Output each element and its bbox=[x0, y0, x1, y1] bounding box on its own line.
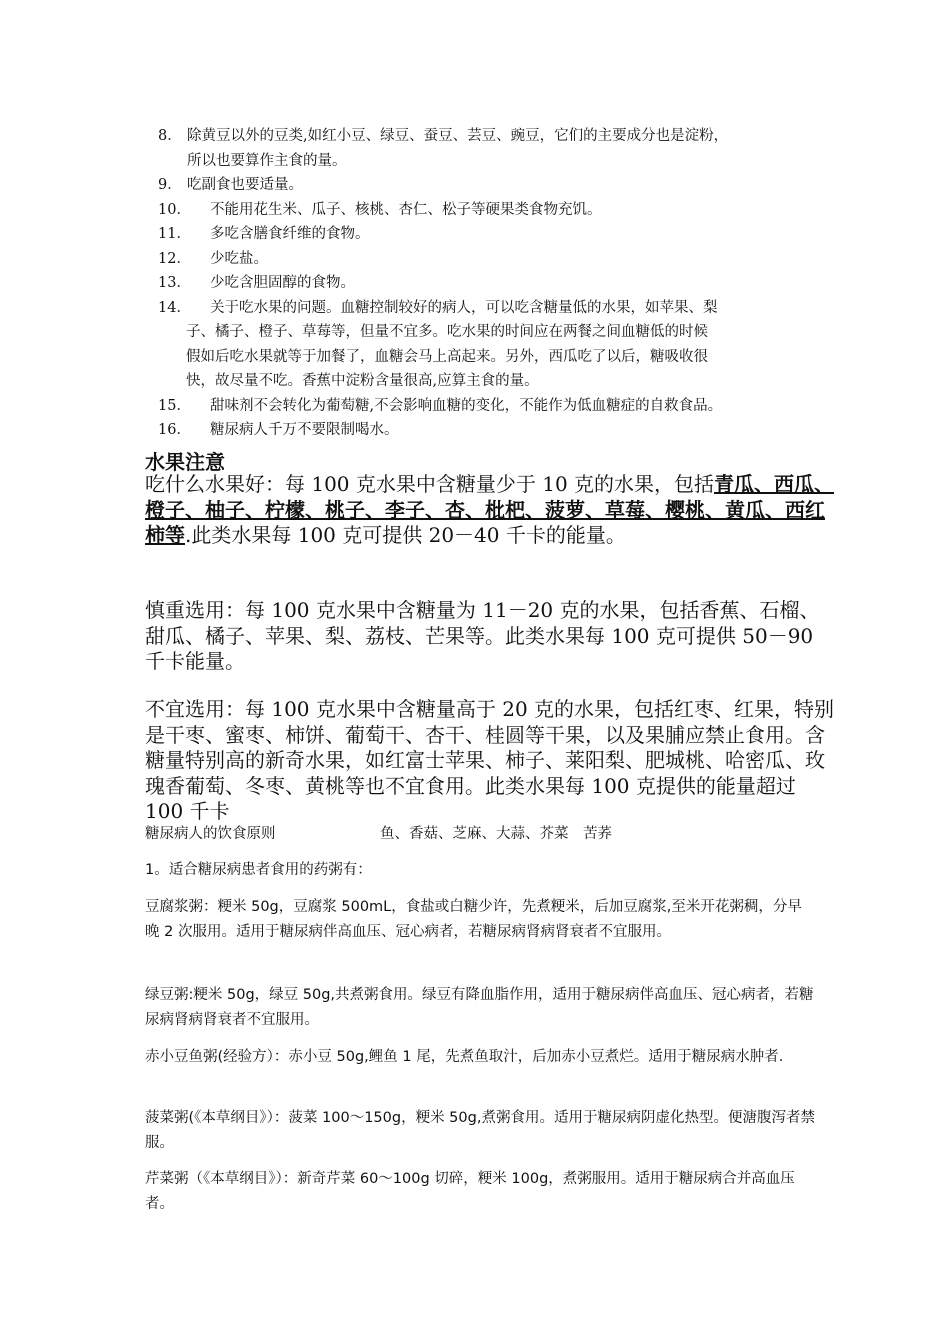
diet-principle-foods: 鱼、香菇、芝麻、大蒜、芥菜 苦荞 bbox=[380, 826, 612, 842]
list-text: 糖尿病人千万不要限制喝水。 bbox=[210, 422, 399, 438]
fruit-good-paragraph bbox=[145, 472, 835, 549]
list-item bbox=[158, 124, 818, 173]
list-text-continuation: 假如后吃水果就等于加餐了，血糖会马上高起来。另外，西瓜吃了以后，糖吸收很 bbox=[186, 348, 708, 365]
fruit-careful-paragraph: 慎重选用：每 100 克水果中含糖量为 11－20 克的水果，包括香蕉、石榴、甜瓜、橘子、苹果、梨、荔枝、芒果等。此类水果每 100 克可提供 50－90 千卡能量。 bbox=[145, 598, 820, 673]
fruit-good-prefix: 吃什么水果好：每 100 克水果中含糖量少于 10 克的水果，包括 bbox=[145, 472, 715, 496]
list-text-continuation: 快，故尽量不吃。香蕉中淀粉含量很高,应算主食的量。 bbox=[186, 373, 539, 389]
list-item bbox=[158, 173, 818, 198]
list-number: 12． bbox=[158, 250, 191, 267]
list-item bbox=[158, 418, 818, 443]
list-text-continuation: 所以也要算作主食的量。 bbox=[187, 152, 347, 169]
porridge-item: 绿豆粥:粳米 50g，绿豆 50g,共煮粥食用。绿豆有降血脂作用，适用于糖尿病伴高血压、冠心病者，若糖尿病肾病肾衰者不宜服用。 bbox=[145, 987, 814, 1028]
porridge-item: 菠菜粥(《本草纲目》）：菠菜 100～150g，粳米 50g,煮粥食用。适用于糖尿病阴虚化热型。便溏腹泻者禁服。 bbox=[145, 1110, 815, 1151]
list-text: 少吃含胆固醇的食物。 bbox=[210, 275, 355, 291]
diet-principle-heading: 糖尿病人的饮食原则 bbox=[145, 826, 276, 842]
list-number: 15． bbox=[158, 397, 191, 414]
fruit-section-title: 水果注意 bbox=[145, 450, 225, 474]
list-text: 除黄豆以外的豆类,如红小豆、绿豆、蚕豆、芸豆、豌豆，它们的主要成分也是淀粉， bbox=[187, 128, 729, 144]
list-number: 9． bbox=[158, 177, 182, 193]
list-text-continuation: 子、橘子、橙子、草莓等，但量不宜多。吃水果的时间应在两餐之间血糖低的时候 bbox=[186, 324, 708, 340]
list-text: 少吃盐。 bbox=[210, 250, 268, 267]
diet-principle-line bbox=[145, 822, 825, 846]
list-number: 16． bbox=[158, 422, 191, 438]
list-number: 14． bbox=[158, 299, 191, 316]
list-item bbox=[158, 222, 818, 247]
list-number: 10． bbox=[158, 201, 191, 218]
porridge-item: 豆腐浆粥：粳米 50g，豆腐浆 500mL，食盐或白糖少许，先煮粳米，后加豆腐浆,至米开花粥稠，分早晚 2 次服用。适用于糖尿病伴高血压、冠心病者，若糖尿病肾病肾衰者不宜服用。 bbox=[145, 899, 802, 940]
list-text: 不能用花生米、瓜子、核桃、杏仁、松子等硬果类食物充饥。 bbox=[210, 201, 602, 218]
list-number: 13． bbox=[158, 275, 191, 291]
list-item bbox=[158, 271, 818, 296]
list-item bbox=[158, 198, 818, 223]
list-text: 吃副食也要适量。 bbox=[187, 177, 303, 193]
list-number: 8． bbox=[158, 128, 182, 144]
list-text: 多吃含膳食纤维的食物。 bbox=[210, 226, 370, 242]
porridge-intro: 1。适合糖尿病患者食用的药粥有： bbox=[145, 862, 372, 878]
list-item bbox=[158, 394, 818, 419]
fruit-good-suffix: .此类水果每 100 克可提供 20－40 千卡的能量。 bbox=[185, 523, 626, 547]
fruit-avoid-paragraph: 不宜选用：每 100 克水果中含糖量高于 20 克的水果，包括红枣、红果，特别是干枣、蜜枣、柿饼、葡萄干、杏干、桂圆等干果，以及果脯应禁止食用。含糖量特别高的新奇水果，如红富士苹果、柿子、莱阳梨、肥城桃、哈密瓜、玫瑰香葡萄、冬枣、黄桃等也不宜食用。此类水果每 100 克提供的能量超过 100 千卡 bbox=[145, 697, 835, 823]
numbered-list bbox=[158, 124, 818, 443]
list-item bbox=[158, 296, 818, 394]
list-text: 关于吃水果的问题。血糖控制较好的病人，可以吃含糖量低的水果，如苹果、梨 bbox=[210, 299, 718, 316]
list-number: 11． bbox=[158, 226, 191, 242]
fruit-good-list: 青瓜、西瓜、橙子、柚子、柠檬、桃子、李子、杏、枇杷、菠萝、草莓、樱桃、黄瓜、西红柿等 bbox=[145, 472, 835, 547]
list-item bbox=[158, 247, 818, 272]
list-text: 甜味剂不会转化为葡萄糖,不会影响血糖的变化，不能作为低血糖症的自救食品。 bbox=[210, 397, 723, 414]
porridge-item: 赤小豆鱼粥(经验方）：赤小豆 50g,鲤鱼 1 尾，先煮鱼取汁，后加赤小豆煮烂。适用于糖尿病水肿者. bbox=[145, 1049, 784, 1065]
porridge-item: 芹菜粥（《本草纲目》）：新奇芹菜 60～100g 切碎，粳米 100g，煮粥服用。适用于糖尿病合并高血压者。 bbox=[145, 1171, 795, 1212]
